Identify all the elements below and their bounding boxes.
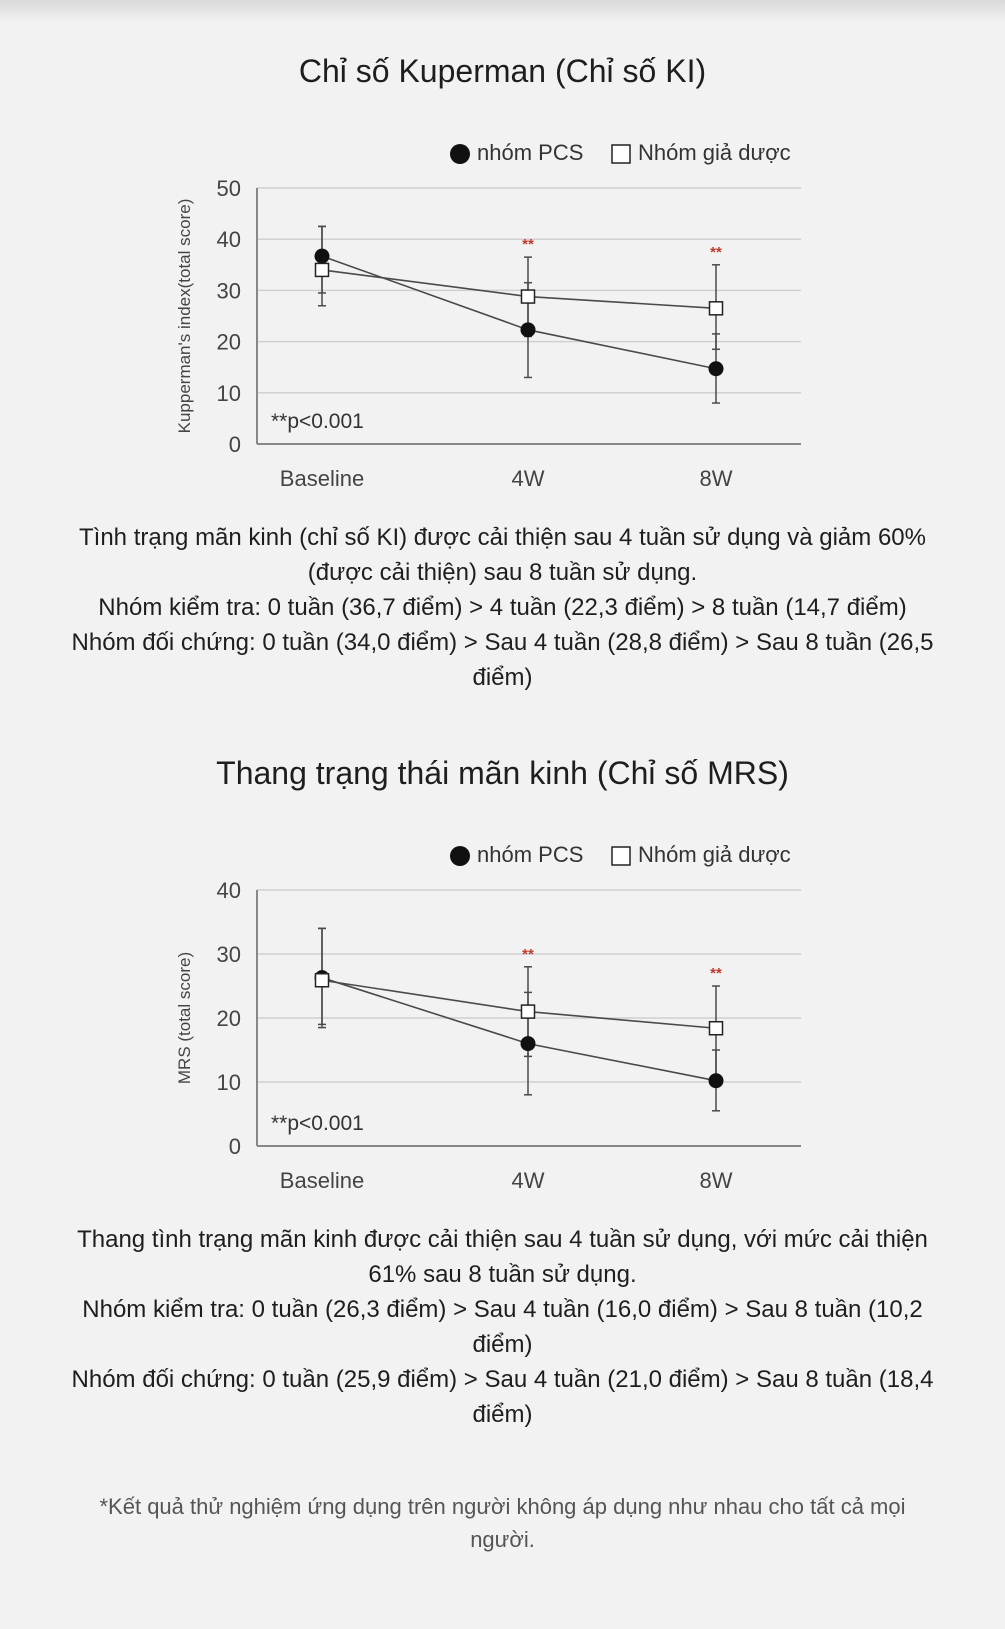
description-mrs (70, 1222, 935, 1432)
significance-mark: ** (522, 945, 534, 963)
description-mrs-line-2: Nhóm kiểm tra: 0 tuần (26,3 điểm) > Sau 4 tuần (16,0 điểm) > Sau 8 tuần (10,2 điểm) (82, 1296, 923, 1358)
series-line-pcs (322, 256, 716, 369)
point-placebo (710, 1022, 723, 1035)
series-line-pcs (322, 978, 716, 1081)
y-tick-label: 10 (216, 380, 241, 406)
point-pcs (315, 249, 330, 264)
y-tick-label: 20 (216, 1006, 241, 1031)
y-tick-label: 40 (216, 878, 241, 903)
x-tick-label: 4W (511, 466, 545, 491)
description-ki (70, 520, 935, 695)
legend-placebo-marker (612, 847, 630, 865)
legend-placebo-label: Nhóm giả dược (638, 140, 791, 165)
legend-placebo-marker (612, 145, 630, 163)
p-value-annotation: **p<0.001 (271, 410, 364, 433)
y-tick-label: 50 (216, 176, 241, 201)
description-mrs-line-1: Thang tình trạng mãn kinh được cải thiện sau 4 tuần sử dụng, với mức cải thiện 61% sau 8 tuần sử dụng. (77, 1226, 928, 1288)
x-tick-label: Baseline (279, 466, 365, 491)
description-ki-line-2: Nhóm kiểm tra: 0 tuần (36,7 điểm) > 4 tuần (22,3 điểm) > 8 tuần (14,7 điểm) (98, 594, 907, 621)
point-pcs (709, 361, 724, 376)
significance-mark: ** (710, 965, 722, 982)
x-tick-label: 8W (699, 466, 733, 491)
x-tick-label: Baseline (279, 1168, 365, 1193)
y-tick-label: 10 (216, 1070, 241, 1095)
point-placebo (710, 302, 723, 315)
point-pcs (709, 1073, 724, 1088)
chart-title-ki: Chỉ số Kuperman (Chỉ số KI) (298, 53, 707, 89)
chart-ki (0, 120, 1005, 500)
description-mrs-line-3: Nhóm đối chứng: 0 tuần (25,9 điểm) > Sau 4 tuần (21,0 điểm) > Sau 8 tuần (18,4 điểm) (71, 1366, 934, 1428)
significance-mark: ** (710, 243, 722, 261)
chart-title-mrs: Thang trạng thái mãn kinh (Chỉ số MRS) (216, 755, 789, 791)
y-tick-label: 30 (216, 942, 241, 967)
series-line-placebo (322, 270, 716, 308)
legend-pcs-label: nhóm PCS (477, 842, 584, 867)
y-tick-label: 20 (216, 329, 241, 355)
y-tick-label: 0 (228, 432, 241, 457)
y-tick-label: 0 (228, 1134, 241, 1159)
legend-pcs-label: nhóm PCS (477, 140, 584, 165)
y-tick-label: 40 (216, 227, 241, 253)
point-pcs (521, 322, 536, 337)
description-ki-line-1: Tình trạng mãn kinh (chỉ số KI) được cải thiện sau 4 tuần sử dụng và giảm 60% (được cải thiện) sau 8 tuần sử dụng. (79, 524, 926, 586)
point-placebo (316, 263, 329, 276)
y-axis-label: Kupperman's index(total score) (175, 198, 194, 434)
legend-placebo-label: Nhóm giả dược (638, 842, 791, 867)
significance-mark: ** (522, 236, 534, 254)
point-placebo (522, 1005, 535, 1018)
y-axis-label: MRS (total score) (175, 951, 194, 1085)
y-tick-label: 30 (216, 278, 241, 304)
x-tick-label: 4W (511, 1168, 545, 1193)
point-placebo (522, 290, 535, 303)
legend-pcs-marker (450, 144, 470, 164)
x-tick-label: 8W (699, 1168, 733, 1193)
legend-pcs-marker (450, 846, 470, 866)
point-placebo (316, 974, 329, 987)
point-pcs (521, 1036, 536, 1051)
footnote: *Kết quả thử nghiệm ứng dụng trên người không áp dụng như nhau cho tất cả mọi người. (99, 1494, 906, 1552)
p-value-annotation: **p<0.001 (271, 1112, 364, 1135)
series-line-placebo (322, 980, 716, 1028)
top-shadow (0, 0, 1005, 22)
chart-mrs (0, 822, 1005, 1202)
description-ki-line-3: Nhóm đối chứng: 0 tuần (34,0 điểm) > Sau 4 tuần (28,8 điểm) > Sau 8 tuần (26,5 điểm) (71, 629, 934, 691)
